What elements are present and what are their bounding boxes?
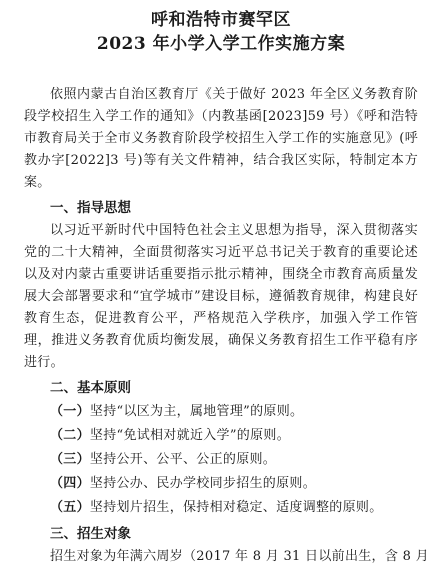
principle-item	[24, 496, 418, 520]
doc-title-line2: 2023 年小学入学工作实施方案	[96, 34, 346, 54]
section-heading-guiding-ideology: 一、指导思想	[50, 200, 131, 216]
principle-item	[24, 472, 418, 496]
principle-item	[24, 424, 418, 448]
principle-text: 坚持“免试相对就近入学”的原则。	[89, 428, 290, 443]
section-heading-enrollment-targets: 三、招生对象	[50, 526, 131, 542]
intro-paragraph: 依照内蒙古自治区教育厅《关于做好 2023 年全区义务教育阶段学校招生入学工作的通知》（内教基函[2023]59 号）《呼和浩特市教育局关于全市义务教育阶段学校招生入学工作的实施意见》(呼教办字[2022]3 号)等有关文件精神，结合我区实际，特制定本方案。	[24, 87, 418, 190]
section-body-guiding-ideology: 以习近平新时代中国特色社会主义思想为指导，深入贯彻落实党的二十大精神，全面贯彻落实习近平总书记关于教育的重要论述以及对内蒙古重要讲话重要指示批示精神，围绕全市教育高质量发展大会部署要求和“宜学城市”建设目标，遵循教育规律，构建良好教育生态，促进教育公平，严格规范入学秩序，加强入学工作管理，推进义务教育优质均衡发展，确保义务教育招生工作平稳有序进行。	[24, 223, 418, 370]
section-heading-basic-principles: 二、基本原则	[50, 380, 131, 396]
principle-item	[24, 448, 418, 472]
section-body-enrollment-targets: 招生对象为年满六周岁（2017 年 8 月 31 日以前出生，含 8 月	[50, 549, 429, 564]
principle-text: 坚持划片招生，保持相对稳定、适度调整的原则。	[89, 500, 383, 515]
principle-number: （一）	[50, 404, 90, 419]
principle-number: （三）	[50, 452, 90, 467]
principle-number: （二）	[50, 428, 90, 443]
principle-text: 坚持公开、公平、公正的原则。	[89, 452, 277, 467]
principle-number: （五）	[50, 500, 90, 515]
principle-text: 坚持公办、民办学校同步招生的原则。	[89, 476, 317, 491]
principle-text: 坚持“以区为主，属地管理”的原则。	[89, 404, 304, 419]
doc-title-line1: 呼和浩特市赛罕区	[151, 10, 291, 30]
principle-number: （四）	[50, 476, 90, 491]
principle-item	[24, 400, 418, 424]
